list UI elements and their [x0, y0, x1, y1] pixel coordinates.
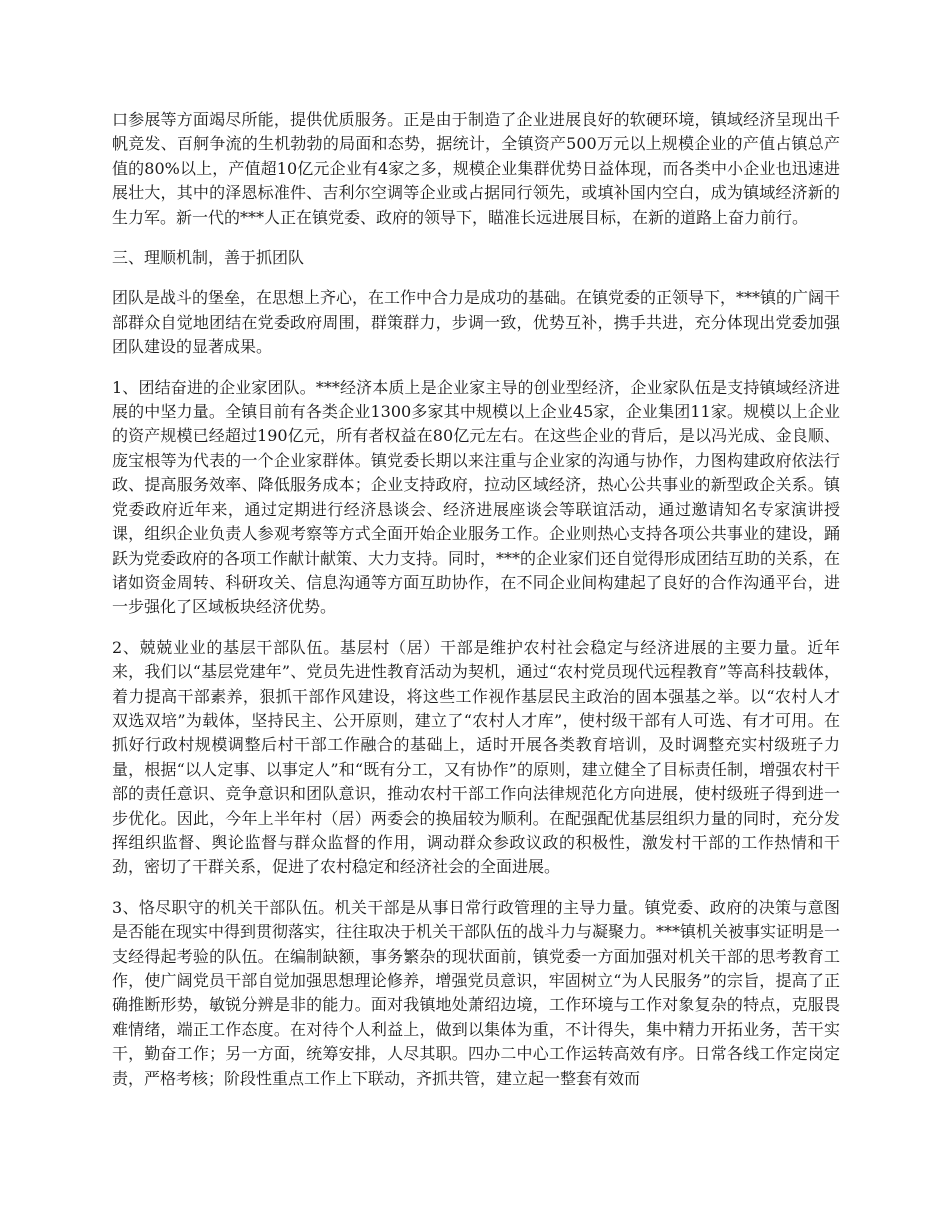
paragraph-team-intro: 团队是战斗的堡垒，在思想上齐心，在工作中合力是成功的基础。在镇党委的正领导下，***镇的广阔干部群众自觉地团结在党委政府周围，群策群力，步调一致，优势互补，携手共进，充分体现出党委加强团队建设的显著成果。 — [112, 288, 841, 357]
paragraph-grassroots-cadres: 2、兢兢业业的基层干部队伍。基层村（居）干部是维护农村社会稳定与经济进展的主要力量。近年来，我们以“基层党建年”、党员先进性教育活动为契机，通过“农村党员现代远程教育”等高科技载体，着力提高干部素养，狠抓干部作风建设，将这些工作视作基层民主政治的固本强基之举。以“农村人才双选双培”为载体，坚持民主、公开原则，建立了“农村人才库”，使村级干部有人可选、有才可用。在抓好行政村规模调整后村干部工作融合的基础上，适时开展各类教育培训，及时调整充实村级班子力量，根据“以人定事、以事定人”和“既有分工，又有协作”的原则，建立健全了目标责任制，增强农村干部的责任意识、竞争意识和团队意识，推动农村干部工作向法律规范化方向进展，使村级班子得到进一步优化。因此，今年上半年村（居）两委会的换届较为顺利。在配强配优基层组织力量的同时，充分发挥组织监督、舆论监督与群众监督的作用，调动群众参政议政的积极性，激发村干部的工作热情和干劲，密切了干群关系，促进了农村稳定和经济社会的全面进展。 — [112, 637, 840, 877]
document-page — [112, 108, 840, 1107]
paragraph-entrepreneur-team: 1、团结奋进的企业家团队。***经济本质上是企业家主导的创业型经济，企业家队伍是支持镇域经济进展的中坚力量。全镇目前有各类企业1300多家其中规模以上企业45家，企业集团11家。规模以上企业的资产规模已经超过190亿元，所有者权益在80亿元左右。在这些企业的背后，是以冯光成、金良顺、庞宝根等为代表的一个企业家群体。镇党委长期以来注重与企业家的沟通与协作，力图构建政府依法行政、提高服务效率、降低服务成本；企业支持政府，拉动区域经济，热心公共事业的新型政企关系。镇党委政府近年来，通过定期进行经济恳谈会、经济进展座谈会等联谊活动，通过邀请知名专家演讲授课，组织企业负责人参观考察等方式全面开始企业服务工作。企业则热心支持各项公共事业的建设，踊跃为党委政府的各项工作献计献策、大力支持。同时，***的企业家们还自觉得形成团结互助的关系，在诸如资金周转、科研攻关、信息沟通等方面互助协作，在不同企业间构建起了良好的合作沟通平台，进一步强化了区域板块经济优势。 — [112, 377, 841, 617]
paragraph-economy-overview: 口参展等方面竭尽所能，提供优质服务。正是由于制造了企业进展良好的软硬环境，镇域经济呈现出千帆竞发、百舸争流的生机勃勃的局面和态势，据统计，全镇资产500万元以上规模企业的产值占镇总产值的80%以上，产值超10亿元企业有4家之多，规模企业集群优势日益体现，而各类中小企业也迅速进展壮大，其中的泽恩标准件、吉利尔空调等企业或占据同行领先，或填补国内空白，成为镇域经济新的生力军。新一代的***人正在镇党委、政府的领导下，瞄准长远进展目标，在新的道路上奋力前行。 — [112, 110, 840, 227]
section-heading-team: 三、理顺机制，善于抓团队 — [112, 248, 305, 268]
paragraph-office-cadres: 3、恪尽职守的机关干部队伍。机关干部是从事日常行政管理的主导力量。镇党委、政府的决策与意图是否能在现实中得到贯彻落实，往往取决于机关干部队伍的战斗力与凝聚力。***镇机关被事实证明是一支经得起考验的队伍。在编制缺额，事务繁杂的现状面前，镇党委一方面加强对机关干部的思考教育工作，使广阔党员干部自觉加强思想理论修养，增强党员意识，牢固树立“为人民服务”的宗旨，提高了正确推断形势，敏锐分辨是非的能力。面对我镇地处萧绍边境，工作环境与工作对象复杂的特点，克服畏难情绪，端正工作态度。在对待个人利益上，做到以集体为重，不计得失，集中精力开拓业务，苦干实干，勤奋工作；另一方面，统筹安排，人尽其职。四办二中心工作运转高效有序。日常各线工作定岗定责，严格考核；阶段性重点工作上下联动，齐抓共管，建立起一整套有效而 — [112, 897, 841, 1088]
